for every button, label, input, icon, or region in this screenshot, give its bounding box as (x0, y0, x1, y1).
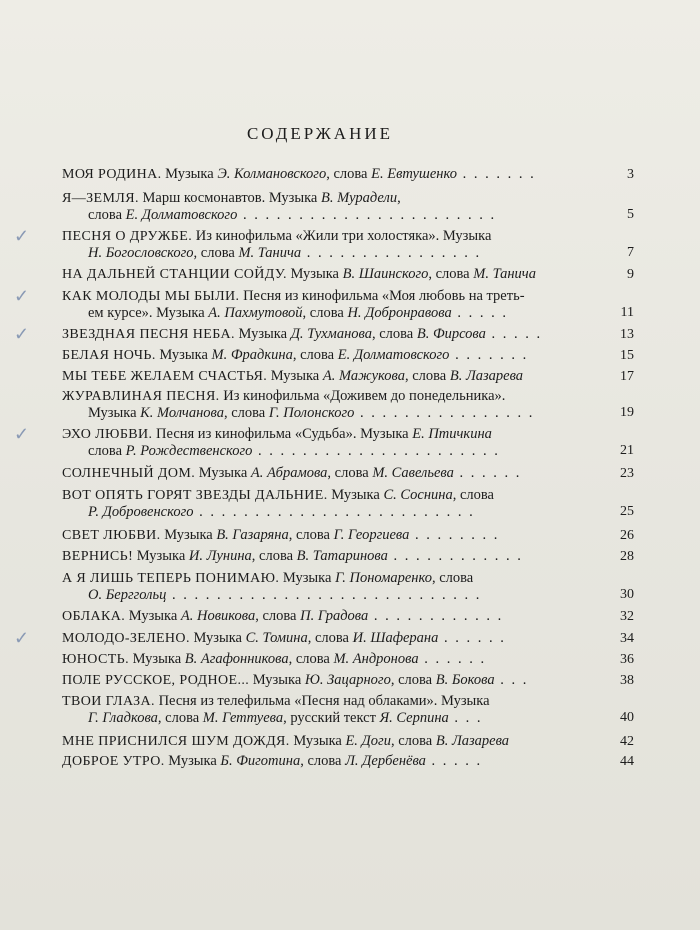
page-number: 32 (620, 609, 634, 624)
toc-entry (14, 424, 640, 459)
song-title: ДОБРОЕ УТРО. (62, 754, 165, 769)
song-title: ЗВЕЗДНАЯ ПЕСНЯ НЕБА. (62, 327, 235, 342)
entry-line (62, 693, 640, 710)
toc-entry (62, 570, 640, 603)
author-name: Б. Фиготина (220, 753, 301, 769)
entry-text: Музыка (88, 405, 141, 421)
entry-continuation-line (62, 443, 640, 459)
author-name: А. Мажукова (322, 368, 405, 384)
toc-entry (62, 347, 640, 364)
author-name: Г. Полонского (268, 405, 355, 421)
entry-line (62, 651, 640, 668)
entry-line (62, 753, 640, 770)
entry-text: Музыка (234, 326, 291, 342)
entry-text: , слова (251, 548, 297, 564)
entry-text: Музыка (327, 487, 384, 503)
author-name: М. Танича (238, 245, 302, 261)
song-title: ТВОИ ГЛАЗА. (62, 694, 155, 709)
author-name: Г. Гладкова (88, 710, 158, 726)
author-name: Э. Колмановского (217, 166, 327, 182)
page-number: 23 (620, 466, 634, 481)
dot-leader: . . . (448, 710, 483, 726)
author-name: И. Шаферана (352, 630, 439, 646)
entry-line (62, 570, 640, 587)
entry-text: ем курсе». Музыка (88, 305, 209, 321)
entry-line (62, 266, 640, 283)
song-title: БЕЛАЯ НОЧЬ. (62, 348, 156, 363)
author-name: Г. Пономаренко (335, 570, 432, 586)
entry-line (62, 527, 640, 544)
author-name: Д. Тухманова (290, 326, 372, 342)
author-name: В. Фирсова (416, 326, 486, 342)
author-name: В. Лазарева (435, 733, 510, 749)
entry-line (62, 548, 640, 565)
entry-text: , слова (452, 487, 494, 503)
author-name: К. Молчанова (140, 405, 224, 421)
author-name: Ю. Зацарного (304, 672, 391, 688)
toc-entry (62, 487, 640, 520)
author-name: В. Газаряна (216, 527, 289, 543)
author-name: В. Бокова (435, 672, 495, 688)
entry-line (62, 630, 640, 647)
entry-text: , слова (431, 570, 474, 586)
entry-text: , слова (255, 608, 301, 624)
page-number: 42 (620, 734, 634, 749)
toc-entry (62, 166, 640, 183)
author-name: В. Шаинского (342, 266, 429, 282)
entry-continuation-line (62, 587, 640, 603)
entry-text: слова (88, 207, 126, 223)
entry-line (62, 190, 640, 207)
author-name: Р. Рождественского (125, 443, 253, 459)
page-number: 17 (620, 369, 634, 384)
author-name: Н. Богословского (88, 245, 194, 261)
check-mark-icon: ✓ (14, 324, 30, 344)
page-number: 11 (620, 305, 634, 320)
author-name: М. Андронова (333, 651, 419, 667)
dot-leader: . . . . . . (438, 630, 506, 646)
dot-leader: . . . . . (485, 326, 543, 342)
table-of-contents (14, 162, 640, 770)
author-name: О. Берггольц (88, 587, 167, 603)
entry-text: слова (88, 443, 126, 459)
page-number: 36 (620, 652, 634, 667)
author-name: Е. Долматовского (125, 207, 238, 223)
entry-text: Песня из кинофильма «Судьба». Музыка (152, 426, 413, 442)
entry-line (62, 426, 640, 443)
page-title: СОДЕРЖАНИЕ (246, 124, 394, 143)
page-number: 21 (620, 443, 634, 458)
check-mark-icon: ✓ (14, 628, 30, 648)
author-name: С. Соснина (383, 487, 453, 503)
entry-text: Музыка (286, 266, 343, 282)
entry-line (62, 347, 640, 364)
toc-entry (62, 548, 640, 565)
song-title: Я—ЗЕМЛЯ. (62, 191, 139, 206)
author-name: Я. Серпина (379, 710, 449, 726)
entry-text: Музыка (164, 753, 221, 769)
song-title: ОБЛАКА. (62, 609, 126, 624)
author-name: В. Мурадели (320, 190, 398, 206)
page-number: 25 (620, 504, 634, 519)
entry-line (62, 487, 640, 504)
page-number: 34 (620, 631, 634, 646)
toc-entry (62, 753, 640, 770)
entry-text: , слова (302, 305, 348, 321)
page-number: 3 (627, 167, 634, 182)
song-title: СВЕТ ЛЮБВИ. (62, 528, 161, 543)
song-title: МОЯ РОДИНА. (62, 167, 162, 182)
entry-text: , слова (193, 245, 239, 261)
page-number: 19 (620, 405, 634, 420)
author-name: П. Градова (300, 608, 369, 624)
entry-text: , слова (288, 527, 334, 543)
entry-line (62, 288, 640, 305)
entry-line (62, 368, 640, 385)
entry-text: Музыка (189, 630, 246, 646)
toc-entry (62, 608, 640, 625)
dot-leader: . . . . . . . . . . . . . . . . (301, 245, 482, 261)
entry-text: , слова (292, 347, 338, 363)
author-name: В. Лазарева (449, 368, 524, 384)
author-name: М. Геттуева (202, 710, 284, 726)
author-name: С. Томина (245, 630, 308, 646)
check-mark-icon: ✓ (14, 226, 30, 246)
entry-line (62, 733, 640, 750)
dot-leader: . . . . . . . . . . . . . . . . (354, 405, 535, 421)
song-title: МЫ ТЕБЕ ЖЕЛАЕМ СЧАСТЬЯ. (62, 369, 268, 384)
author-name: А. Абрамова (250, 465, 328, 481)
entry-line (62, 166, 640, 183)
page-number: 40 (620, 710, 634, 725)
entry-continuation-line (62, 207, 640, 223)
song-title: ЭХО ЛЮБВИ. (62, 427, 153, 442)
entry-text: , слова (326, 166, 372, 182)
entry-text: Музыка (289, 733, 346, 749)
dot-leader: . . . . . (451, 305, 508, 321)
song-title: ПОЛЕ РУССКОЕ, РОДНОЕ... (62, 673, 250, 688)
entry-text: , слова (404, 368, 450, 384)
author-name: Г. Георгиева (333, 527, 410, 543)
entry-continuation-line (62, 305, 640, 321)
entry-text: Песня из телефильма «Песня над облаками». Музыка (154, 693, 490, 709)
song-title: ВОТ ОПЯТЬ ГОРЯТ ЗВЕЗДЫ ДАЛЬНИЕ. (62, 488, 328, 503)
entry-text: Песня из кинофильма «Моя любовь на треть- (239, 288, 525, 304)
toc-entry (62, 368, 640, 385)
entry-continuation-line (62, 504, 640, 520)
entry-text: Из кинофильма «Доживем до понедельника». (219, 388, 506, 404)
toc-entry (62, 266, 640, 283)
entry-text: Из кинофильма «Жили три холостяка». Музыка (192, 228, 492, 244)
entry-text: Музыка (133, 548, 189, 564)
entry-line (62, 608, 640, 625)
entry-text: , слова (371, 326, 417, 342)
entry-line (62, 465, 640, 482)
song-title: А Я ЛИШЬ ТЕПЕРЬ ПОНИМАЮ. (62, 571, 280, 586)
page-number: 7 (627, 245, 634, 260)
toc-entry (14, 226, 640, 261)
entry-text: , слова (307, 630, 353, 646)
author-name: Е. Евтушенко (371, 166, 457, 182)
song-title: ЖУРАВЛИНАЯ ПЕСНЯ. (62, 389, 220, 404)
toc-entry (62, 388, 640, 421)
toc-entry (62, 651, 640, 668)
dot-leader: . . . . . . . . . . . . . . . . . . . . . . . . . (193, 504, 475, 520)
entry-text: , слова (288, 651, 334, 667)
toc-entry (62, 693, 640, 726)
dot-leader: . . . . . . . . . . . . (368, 608, 504, 624)
toc-entry (62, 190, 640, 223)
song-title: СОЛНЕЧНЫЙ ДОМ. (62, 466, 196, 481)
song-title: КАК МОЛОДЫ МЫ БЫЛИ. (62, 289, 240, 304)
dot-leader: . . . (494, 672, 529, 688)
dot-leader: . . . . . . . . . . . . . . . . . . . . . . . . . . . . (166, 587, 482, 603)
entry-continuation-line (62, 405, 640, 421)
dot-leader: . . . . . (425, 753, 483, 769)
entry-line (62, 228, 640, 245)
song-title: МОЛОДО-ЗЕЛЕНО. (62, 631, 190, 646)
check-mark-icon: ✓ (14, 286, 30, 306)
author-name: В. Татаринова (296, 548, 388, 564)
page-number: 44 (620, 754, 634, 769)
dot-leader: . . . . . . . . . . . . (387, 548, 523, 564)
entry-text: Музыка (195, 465, 251, 481)
author-name: Р. Добровенского (88, 504, 194, 520)
dot-leader: . . . . . . . (456, 166, 536, 182)
entry-continuation-line (62, 710, 640, 726)
dot-leader: . . . . . . (418, 651, 487, 667)
toc-entry (62, 465, 640, 482)
toc-entry (62, 733, 640, 750)
page-number: 26 (620, 528, 634, 543)
entry-text: Музыка (129, 651, 185, 667)
entry-line (62, 672, 640, 689)
entry-continuation-line (62, 245, 640, 261)
author-name: А. Пахмутовой (208, 305, 303, 321)
song-title: НА ДАЛЬНЕЙ СТАНЦИИ СОЙДУ. (62, 267, 287, 282)
check-mark-icon: ✓ (14, 424, 30, 444)
author-name: Л. Дербенёва (345, 753, 426, 769)
entry-text: , слова (157, 710, 203, 726)
dot-leader: . . . . . . . . (409, 527, 500, 543)
page-number: 15 (620, 348, 634, 363)
toc-entry (14, 324, 640, 344)
entry-text: Музыка (155, 347, 212, 363)
toc-entry (14, 628, 640, 648)
author-name: В. Агафонникова (184, 651, 289, 667)
author-name: Е. Птичкина (412, 426, 492, 442)
page-number: 38 (620, 673, 634, 688)
page-number: 5 (627, 207, 634, 222)
author-name: Е. Доги (345, 733, 391, 749)
toc-entry (62, 527, 640, 544)
author-name: Н. Добронравова (347, 305, 452, 321)
entry-text: Марш космонавтов. Музыка (138, 190, 321, 206)
entry-text: , слова (428, 266, 474, 282)
entry-text: Музыка (267, 368, 323, 384)
entry-text: , слова (223, 405, 269, 421)
dot-leader: . . . . . . . (449, 347, 529, 363)
author-name: М. Савельева (372, 465, 454, 481)
page-number: 13 (620, 327, 634, 342)
page-number: 9 (627, 267, 634, 282)
author-name: Е. Долматовского (337, 347, 450, 363)
entry-text: , слова (300, 753, 346, 769)
toc-entry (14, 286, 640, 321)
author-name: М. Танича (473, 266, 536, 282)
song-title: ПЕСНЯ О ДРУЖБЕ. (62, 229, 193, 244)
entry-text: , слова (390, 733, 436, 749)
page-number: 30 (620, 587, 634, 602)
dot-leader: . . . . . . . . . . . . . . . . . . . . . . . (237, 207, 497, 223)
toc-entry (62, 672, 640, 689)
page-number: 28 (620, 549, 634, 564)
entry-text: Музыка (125, 608, 181, 624)
entry-line (62, 388, 640, 405)
author-name: И. Лунина (188, 548, 252, 564)
dot-leader: . . . . . . . . . . . . . . . . . . . . . . (252, 443, 500, 459)
entry-text: Музыка (279, 570, 336, 586)
entry-text: , русский текст (283, 710, 380, 726)
song-title: МНЕ ПРИСНИЛСЯ ШУМ ДОЖДЯ. (62, 734, 290, 749)
entry-text: Музыка (249, 672, 305, 688)
entry-text: , (397, 190, 401, 206)
author-name: М. Фрадкина (211, 347, 293, 363)
song-title: ЮНОСТЬ. (62, 652, 130, 667)
author-name: А. Новикова (180, 608, 256, 624)
entry-text: , слова (390, 672, 436, 688)
entry-line (62, 326, 640, 343)
dot-leader: . . . . . . (453, 465, 522, 481)
entry-text: Музыка (161, 166, 218, 182)
entry-text: Музыка (160, 527, 217, 543)
song-title: ВЕРНИСЬ! (62, 549, 134, 564)
entry-text: , слова (327, 465, 373, 481)
